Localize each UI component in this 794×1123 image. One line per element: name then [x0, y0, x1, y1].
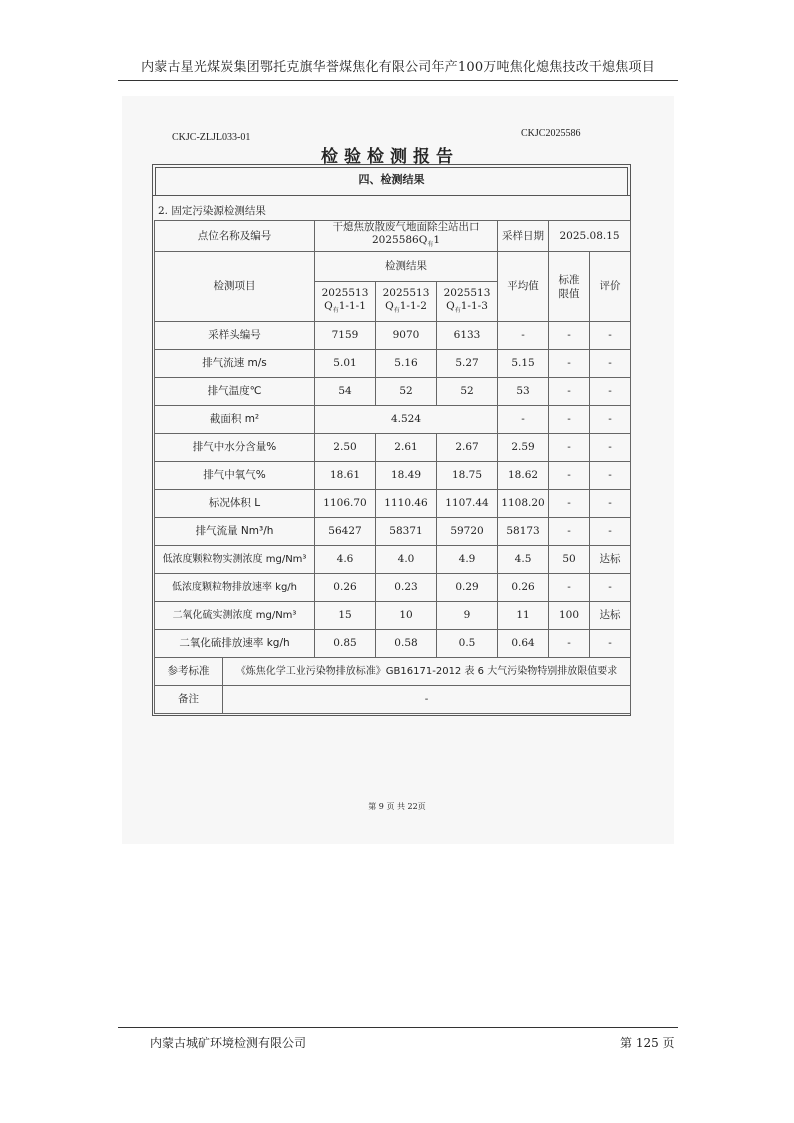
document-header-title: 内蒙古星光煤炭集团鄂托克旗华誉煤焦化有限公司年产100万吨焦化熄焦技改干熄焦项目 — [141, 60, 655, 75]
section-frame — [152, 164, 631, 195]
table-row: 采样头编号 7159 9070 6133 - - - — [155, 322, 631, 350]
reference-value: 《炼焦化学工业污染物排放标准》GB16171-2012 表 6 大气污染物特别排放限值要求 — [223, 658, 631, 686]
subsection-title: 2. 固定污染源检测结果 — [158, 205, 266, 217]
table-row: 排气流量 Nm³/h 56427 58371 59720 58173 - - — [155, 518, 631, 546]
table-row: 排气流速 m/s 5.01 5.16 5.27 5.15 - - — [155, 350, 631, 378]
reference-label: 参考标准 — [155, 658, 223, 686]
point-row — [155, 221, 631, 252]
form-code: CKJC-ZLJL033-01 — [172, 132, 251, 143]
result-header: 检测结果 — [315, 252, 498, 282]
footer-divider — [118, 1027, 678, 1028]
sample-2-header: 2025513 $Q_有1-1-2$ — [376, 282, 437, 322]
inner-page-number: 第 9 页 共 22页 — [368, 802, 426, 811]
results-table — [154, 220, 631, 714]
avg-header: 平均值 — [498, 252, 549, 322]
table-row: 低浓度颗粒物排放速率 kg/h 0.26 0.23 0.29 0.26 - - — [155, 574, 631, 602]
table-row: 二氧化硫实测浓度 mg/Nm³ 15 10 9 11 100 达标 — [155, 602, 631, 630]
sampling-date-value: 2025.08.15 — [549, 221, 631, 252]
limit-header: 标准限值 — [549, 252, 590, 322]
header-divider — [118, 80, 678, 81]
sampling-date-label: 采样日期 — [498, 221, 549, 252]
eval-header: 评价 — [590, 252, 631, 322]
report-title: 检验检测报告 — [321, 147, 459, 167]
report-number: CKJC2025586 — [521, 128, 581, 139]
note-value: - — [223, 686, 631, 714]
table-row: 排气中水分含量% 2.50 2.61 2.67 2.59 - - — [155, 434, 631, 462]
section-title: 四、检测结果 — [358, 173, 425, 186]
reference-row — [155, 658, 631, 686]
header-row-1 — [155, 252, 631, 282]
sample-1-header: 2025513 $Q_有1-1-1$ — [315, 282, 376, 322]
table-row: 排气中氧气% 18.61 18.49 18.75 18.62 - - — [155, 462, 631, 490]
item-header: 检测项目 — [155, 252, 315, 322]
table-row: 标况体积 L 1106.70 1110.46 1107.44 1108.20 - - — [155, 490, 631, 518]
table-row: 排气温度℃ 54 52 52 53 - - — [155, 378, 631, 406]
note-label: 备注 — [155, 686, 223, 714]
footer-page-number: 第 125 页 — [620, 1036, 675, 1050]
table-row: 低浓度颗粒物实测浓度 mg/Nm³ 4.6 4.0 4.9 4.5 50 达标 — [155, 546, 631, 574]
area-row: 截面积 m² 4.524 - - - — [155, 406, 631, 434]
point-label: 点位名称及编号 — [155, 221, 315, 252]
footer-company: 内蒙古城矿环境检测有限公司 — [150, 1036, 307, 1050]
note-row — [155, 686, 631, 714]
point-value: 干熄焦放散废气地面除尘站出口 $2025586Q_有1$ — [315, 221, 498, 252]
table-row: 二氧化硫排放速率 kg/h 0.85 0.58 0.5 0.64 - - — [155, 630, 631, 658]
sample-3-header: 2025513 $Q_有1-1-3$ — [437, 282, 498, 322]
